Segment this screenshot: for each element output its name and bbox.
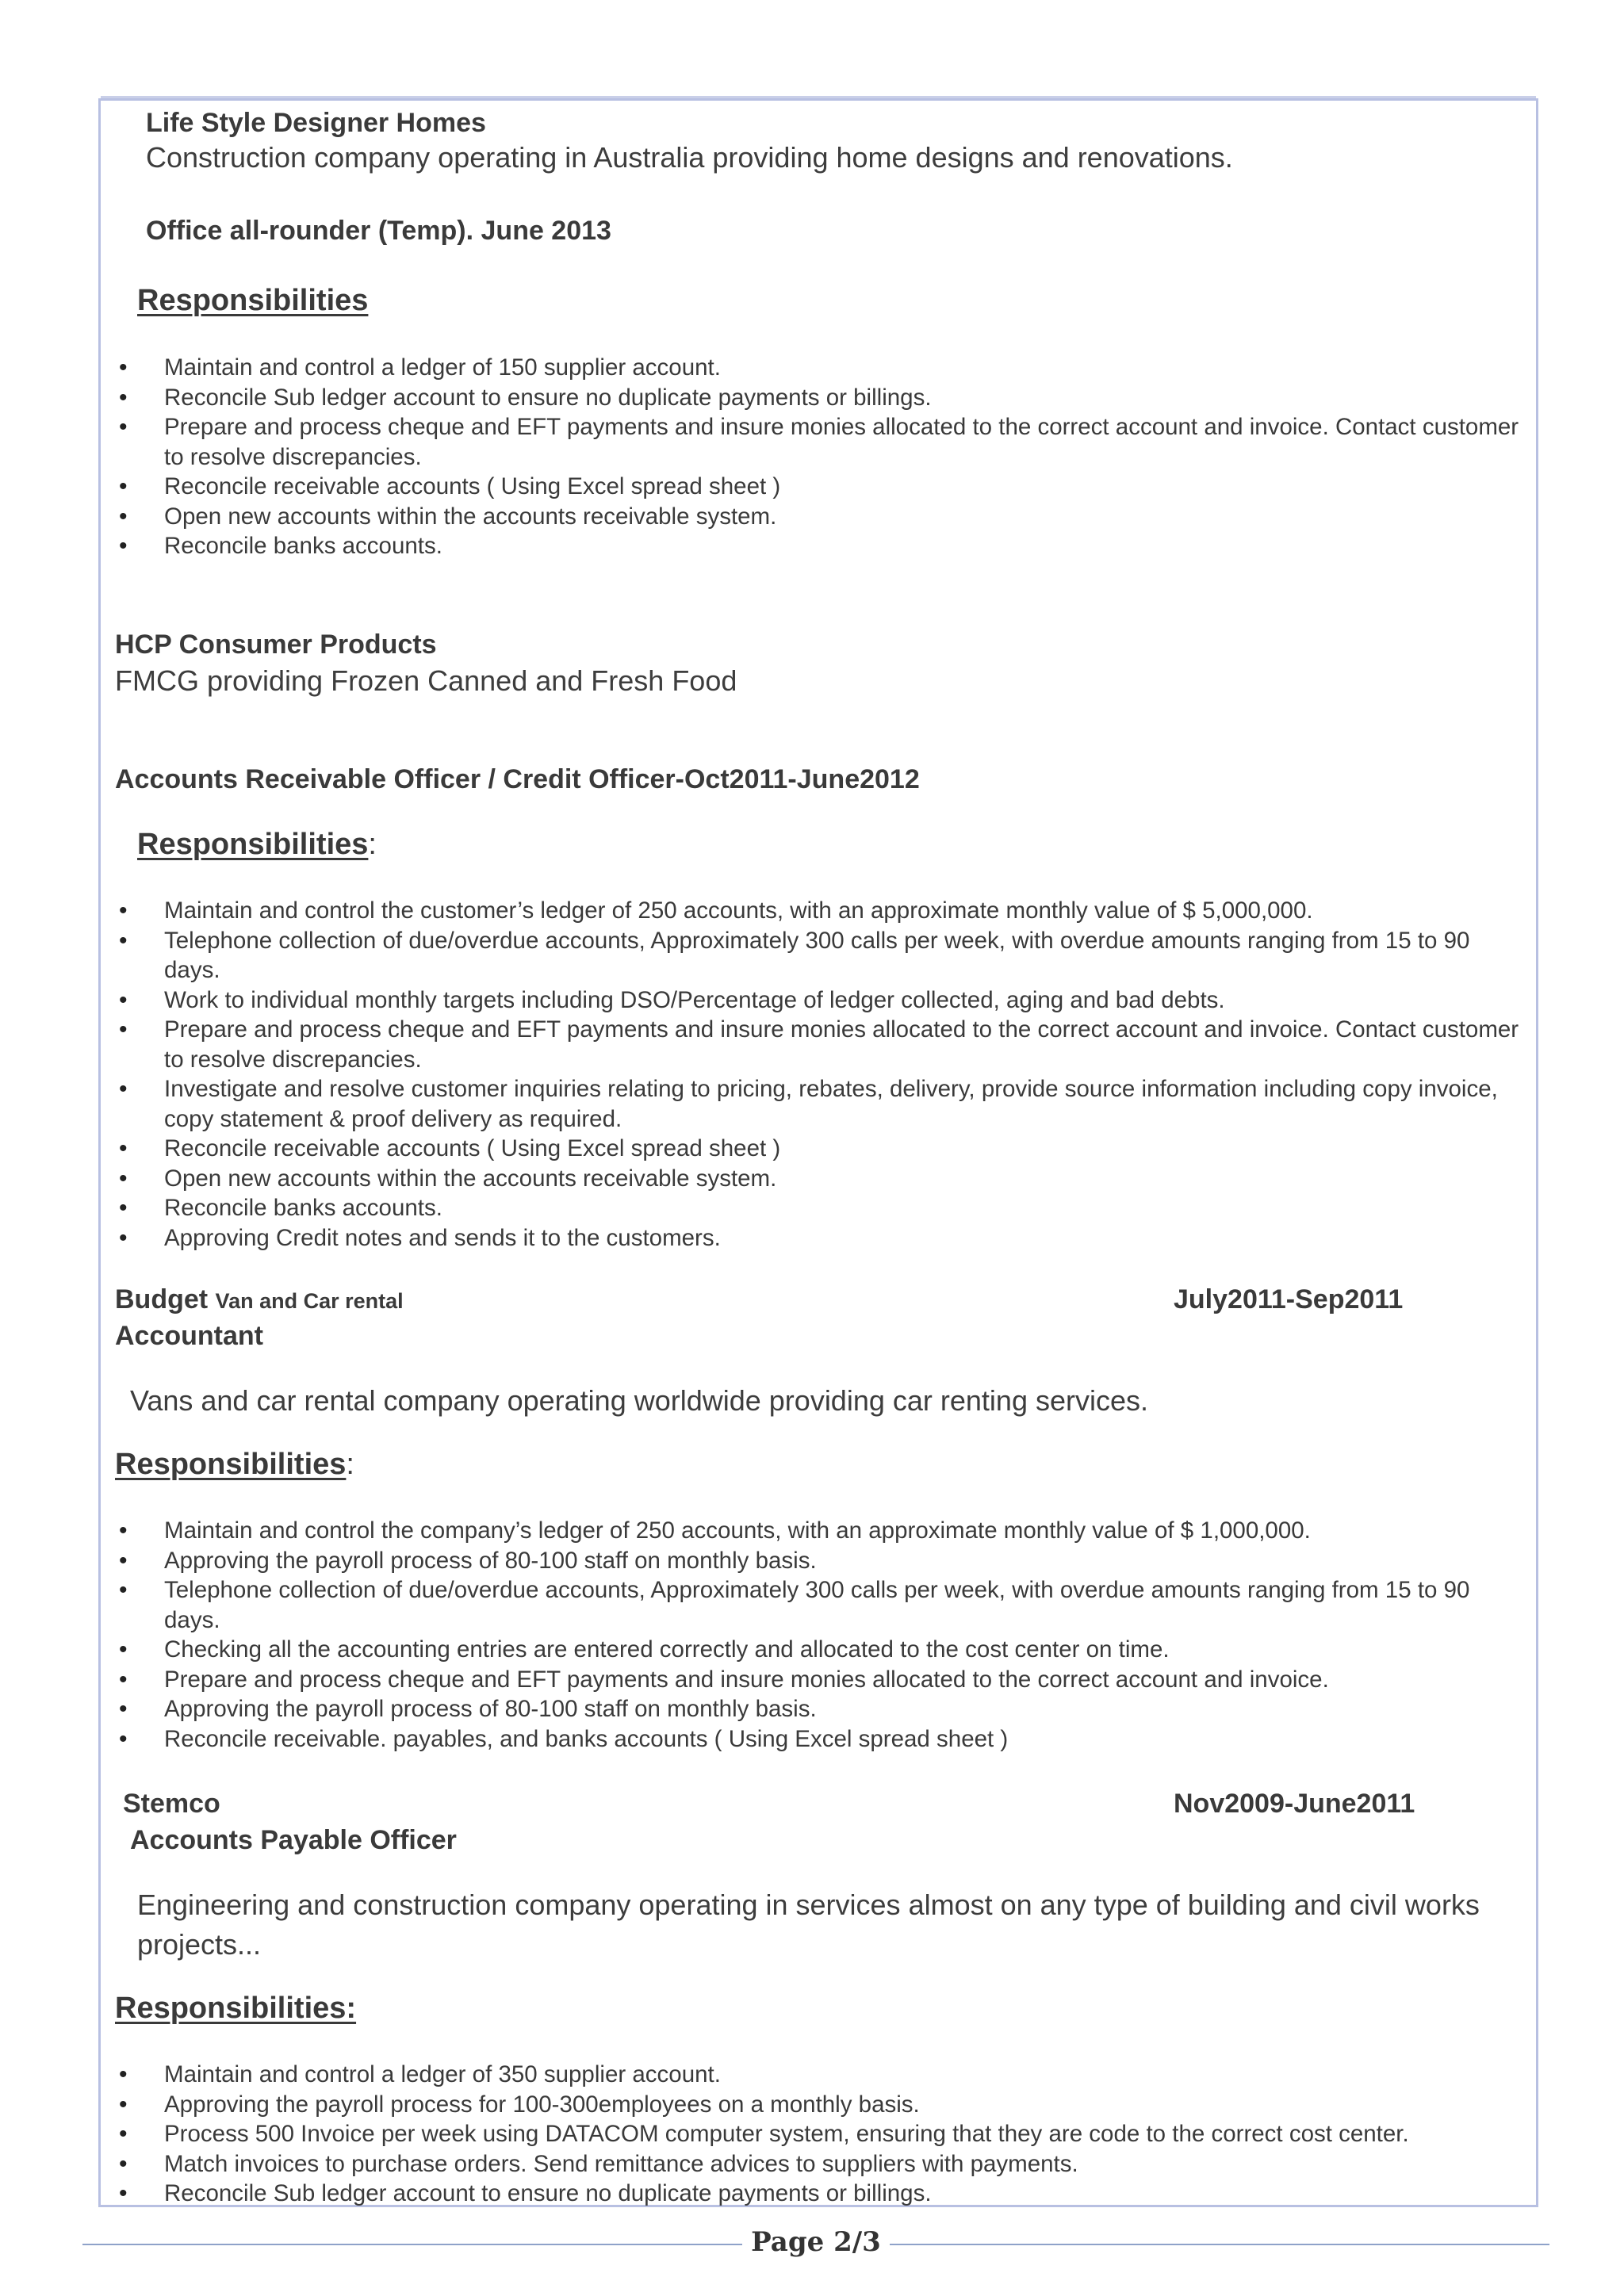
company-description: FMCG providing Frozen Canned and Fresh Food bbox=[115, 664, 737, 697]
responsibility-item: • Reconcile receivable accounts ( Using Excel spread sheet ) bbox=[119, 1134, 1522, 1164]
responsibilities-heading: Responsibilities: bbox=[115, 1992, 357, 2025]
responsibility-item: • Approving the payroll process of 80-100 staff on monthly basis. bbox=[119, 1546, 1522, 1576]
company-name: Life Style Designer Homes bbox=[146, 108, 486, 138]
responsibility-item: • Open new accounts within the accounts receivable system. bbox=[119, 502, 1522, 532]
responsibility-item: • Maintain and control the company’s ledger of 250 accounts, with an approximate monthly value of $ 1,000,000. bbox=[119, 1516, 1522, 1546]
responsibilities-list bbox=[119, 896, 1522, 1253]
responsibility-item: • Maintain and control a ledger of 350 supplier account. bbox=[119, 2060, 1522, 2090]
responsibility-item: • Reconcile Sub ledger account to ensure no duplicate payments or billings. bbox=[119, 383, 1522, 413]
responsibility-item: • Approving the payroll process of 80-100 staff on monthly basis. bbox=[119, 1694, 1522, 1724]
company-name: Stemco bbox=[123, 1789, 220, 1819]
job-title: Accounts Payable Officer bbox=[130, 1825, 457, 1855]
employment-dates: July2011-Sep2011 bbox=[1174, 1284, 1404, 1314]
responsibility-item: • Approving Credit notes and sends it to the customers. bbox=[119, 1223, 1522, 1253]
responsibility-item: • Investigate and resolve customer inquiries relating to pricing, rebates, delivery, provide source information including copy invoice, copy statement & proof delivery as required. bbox=[119, 1074, 1522, 1134]
job-title: Accounts Receivable Officer / Credit Officer-Oct2011-June2012 bbox=[115, 764, 920, 794]
responsibility-item: • Maintain and control a ledger of 150 supplier account. bbox=[119, 353, 1522, 383]
company-description: Vans and car rental company operating worldwide providing car renting services. bbox=[130, 1384, 1148, 1417]
responsibility-item: • Maintain and control the customer’s ledger of 250 accounts, with an approximate monthly value of $ 5,000,000. bbox=[119, 896, 1522, 926]
responsibility-item: • Approving the payroll process for 100-300employees on a monthly basis. bbox=[119, 2090, 1522, 2120]
job-title: Accountant bbox=[115, 1321, 263, 1351]
responsibility-item: • Reconcile banks accounts. bbox=[119, 531, 1522, 561]
responsibility-item: • Reconcile banks accounts. bbox=[119, 1193, 1522, 1223]
footer-rule-left bbox=[82, 2244, 742, 2245]
responsibility-item: • Process 500 Invoice per week using DATACOM computer system, ensuring that they are code to the correct cost center. bbox=[119, 2119, 1522, 2149]
responsibilities-heading: Responsibilities bbox=[137, 284, 369, 317]
responsibilities-list bbox=[119, 2060, 1522, 2209]
responsibility-item: • Open new accounts within the accounts receivable system. bbox=[119, 1164, 1522, 1194]
responsibility-item: • Prepare and process cheque and EFT payments and insure monies allocated to the correct account and invoice. Contact customer to resolve discrepancies. bbox=[119, 1015, 1522, 1074]
responsibilities-heading: Responsibilities: bbox=[115, 1448, 354, 1481]
company-name: Budget Van and Car rental bbox=[115, 1284, 404, 1314]
responsibilities-heading: Responsibilities: bbox=[137, 828, 377, 861]
responsibility-item: • Reconcile receivable. payables, and banks accounts ( Using Excel spread sheet ) bbox=[119, 1724, 1522, 1755]
company-description-line: projects... bbox=[137, 1928, 262, 1961]
responsibilities-list bbox=[119, 1516, 1522, 1754]
responsibility-item: • Reconcile Sub ledger account to ensure no duplicate payments or billings. bbox=[119, 2179, 1522, 2209]
responsibility-item: • Prepare and process cheque and EFT payments and insure monies allocated to the correct account and invoice. Contact customer to resolve discrepancies. bbox=[119, 412, 1522, 472]
company-description: Construction company operating in Australia providing home designs and renovations. bbox=[146, 141, 1233, 174]
company-description-line: Engineering and construction company operating in services almost on any type of building and civil works bbox=[137, 1888, 1480, 1921]
responsibility-item: • Telephone collection of due/overdue accounts, Approximately 300 calls per week, with overdue amounts ranging from 15 to 90 days. bbox=[119, 926, 1522, 985]
responsibility-item: • Reconcile receivable accounts ( Using Excel spread sheet ) bbox=[119, 472, 1522, 502]
responsibilities-list bbox=[119, 353, 1522, 561]
responsibility-item: • Work to individual monthly targets including DSO/Percentage of ledger collected, aging and bad debts. bbox=[119, 985, 1522, 1016]
job-title: Office all-rounder (Temp). June 2013 bbox=[146, 216, 611, 246]
responsibility-item: • Prepare and process cheque and EFT payments and insure monies allocated to the correct account and invoice. bbox=[119, 1665, 1522, 1695]
responsibility-item: • Match invoices to purchase orders. Send remittance advices to suppliers with payments. bbox=[119, 2149, 1522, 2179]
company-subtitle: Van and Car rental bbox=[215, 1289, 404, 1313]
responsibility-item: • Telephone collection of due/overdue accounts, Approximately 300 calls per week, with overdue amounts ranging from 15 to 90 days. bbox=[119, 1575, 1522, 1635]
footer-rule-right bbox=[890, 2244, 1549, 2245]
employment-dates: Nov2009-June2011 bbox=[1174, 1789, 1415, 1819]
company-name: HCP Consumer Products bbox=[115, 629, 437, 660]
page-number: Page 2/3 bbox=[751, 2226, 881, 2258]
responsibility-item: • Checking all the accounting entries are entered correctly and allocated to the cost center on time. bbox=[119, 1635, 1522, 1665]
